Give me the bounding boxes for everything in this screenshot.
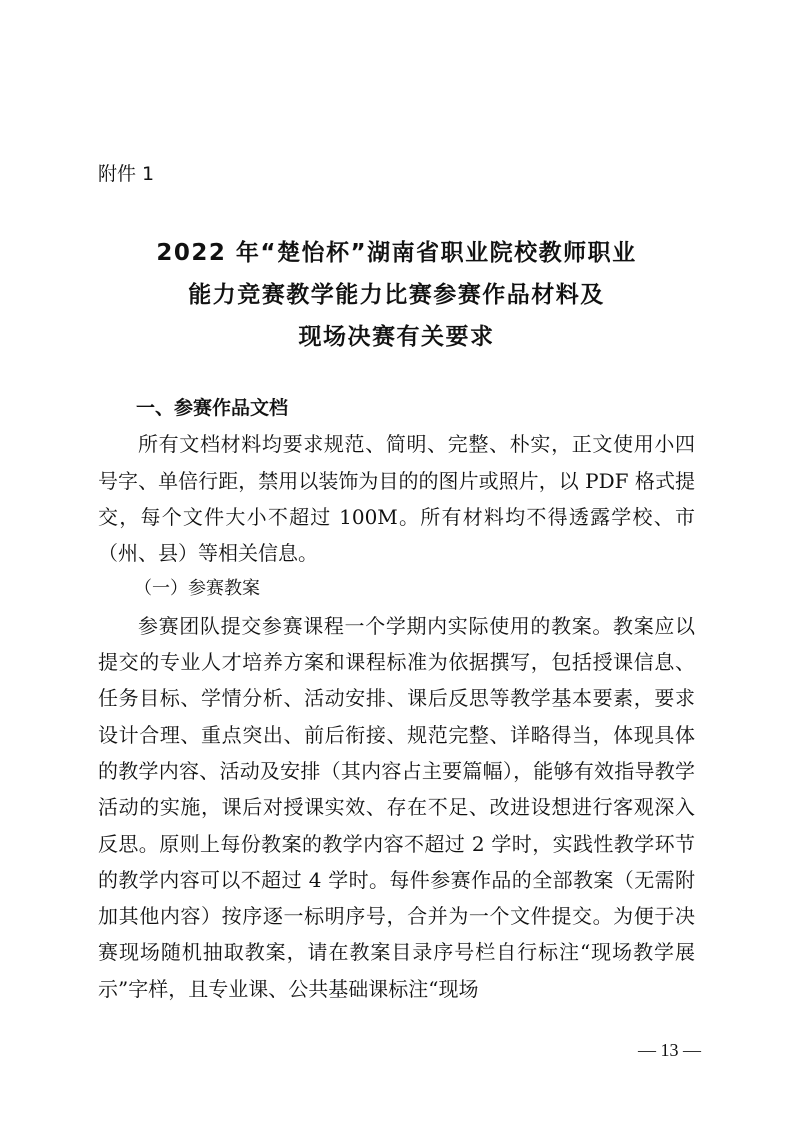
document-title [98,232,695,358]
attachment-label: 附件 1 [98,163,155,185]
document-body [98,390,695,1007]
title-line-3: 现场决赛有关要求 [298,324,495,350]
page-number: — 13 — [638,1040,701,1060]
section-paragraph: 所有文档材料均要求规范、简明、完整、朴实，正文使用小四号字、单倍行距，禁用以装饰为目的的图片或照片，以 PDF 格式提交，每个文件大小不超过 100M。所有材料均不得透露学校、市（州、县）等相关信息。 [98,432,695,566]
title-line-2: 能力竞赛教学能力比赛参赛作品材料及 [188,282,605,308]
title-line-1: 2022 年“楚怡杯”湖南省职业院校教师职业 [156,240,637,266]
section-heading: 一、参赛作品文档 [136,397,289,419]
subsection-heading: （一）参赛教案 [134,578,260,600]
subsection-paragraph: 参赛团队提交参赛课程一个学期内实际使用的教案。教案应以提交的专业人才培养方案和课程标准为依据撰写，包括授课信息、任务目标、学情分析、活动安排、课后反思等教学基本要素，要求设计合理、重点突出、前后衔接、规范完整、详略得当，体现具体的教学内容、活动及安排（其内容占主要篇幅），能够有效指导教学活动的实施，课后对授课实效、存在不足、改进设想进行客观深入反思。原则上每份教案的教学内容不超过 2 学时，实践性教学环节的教学内容可以不超过 4 学时。每件参赛作品的全部教案（无需附加其他内容）按序逐一标明序号，合并为一个文件提交。为便于决赛现场随机抽取教案，请在教案目录序号栏自行标注“现场教学展示”字样，且专业课、公共基础课标注“现场 [98,613,695,1001]
